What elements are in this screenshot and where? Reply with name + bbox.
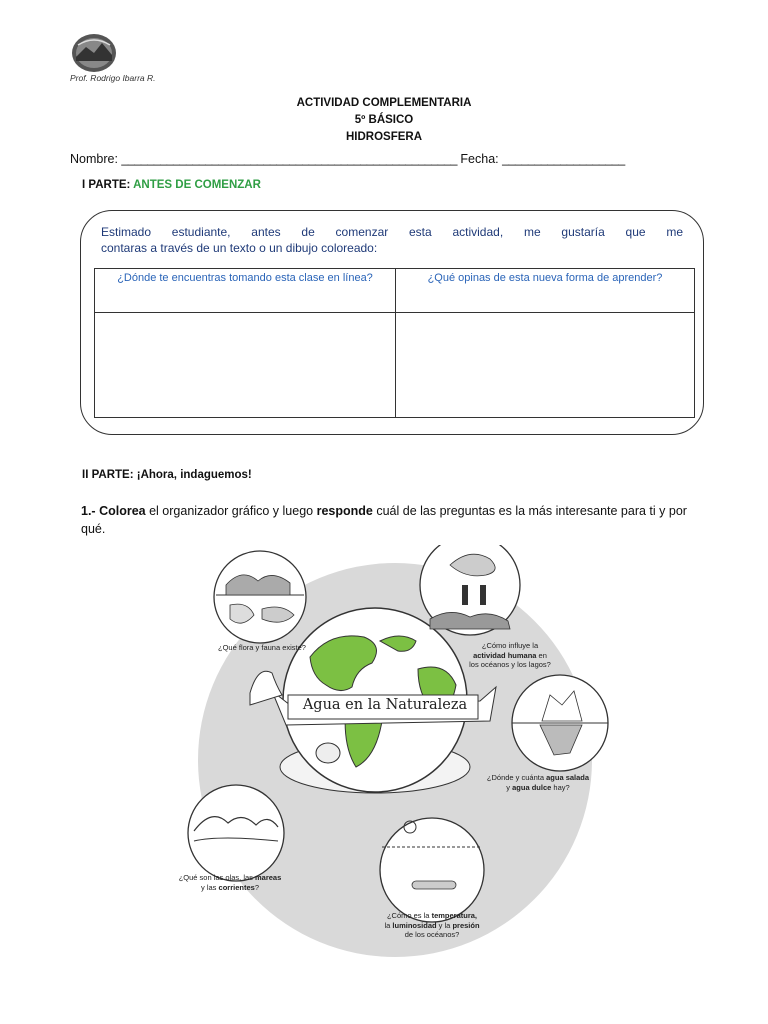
activity-title: ACTIVIDAD COMPLEMENTARIA (296, 97, 472, 109)
school-logo (70, 33, 118, 73)
part1-title: ANTES DE COMENZAR (133, 179, 261, 191)
question-location: ¿Dónde te encuentras tomando esta clase en línea? (117, 272, 373, 284)
fecha-field[interactable]: ___________________ (502, 152, 625, 166)
answer-cell-opinion[interactable] (396, 313, 694, 417)
part2-heading (82, 469, 252, 481)
label-waves-tides: ¿Qué son las olas, las mareas y las corrientes? (178, 873, 282, 892)
nombre-field[interactable]: ____________________________________________________ (121, 152, 457, 166)
part1-prefix: I PARTE: (82, 179, 131, 191)
verb-responde: responde (316, 504, 373, 518)
graphic-organizer (150, 545, 630, 965)
organizer-title: Agua en la Naturaleza (302, 697, 468, 713)
verb-colorea: Colorea (99, 504, 146, 518)
instruction-text-2: cuál de las preguntas es la más interesante para ti y por qué. (81, 504, 687, 536)
activity-number: 1.- (81, 504, 96, 518)
fecha-label: Fecha: (460, 152, 499, 166)
label-temperature-light-pressure: ¿Cómo es la temperatura, la luminosidad y la presión de los océanos? (384, 911, 480, 939)
label-flora-fauna: ¿Qué flora y fauna existe? (218, 643, 306, 652)
answer-cell-location[interactable] (95, 313, 395, 417)
nombre-label: Nombre: (70, 152, 118, 166)
grade-title: 5º BÁSICO (354, 114, 414, 126)
question-table (94, 268, 695, 418)
intro-line-2: contaras a través de un texto o un dibujo coloreado: (101, 241, 378, 255)
question-opinion: ¿Qué opinas de esta nueva forma de aprender? (427, 272, 663, 284)
label-salt-fresh-water: ¿Dónde y cuánta agua salada y agua dulce hay? (486, 773, 590, 792)
topic-title: HIDROSFERA (345, 131, 423, 143)
part1-heading (82, 179, 261, 191)
intro-line-1: Estimado estudiante, antes de comenzar esta actividad, me gustaría que me (101, 225, 683, 239)
name-date-row (70, 152, 625, 166)
teacher-name: Prof. Rodrigo Ibarra R. (70, 73, 156, 83)
instruction-text-1: el organizador gráfico y luego (149, 504, 314, 518)
part2-title: ¡Ahora, indaguemos! (136, 469, 252, 481)
part2-prefix: II PARTE: (82, 469, 134, 481)
activity-instruction (81, 502, 701, 538)
label-human-activity: ¿Cómo influye la actividad humana en los océanos y los lagos? (469, 641, 551, 669)
organizer-drawing (150, 545, 630, 965)
